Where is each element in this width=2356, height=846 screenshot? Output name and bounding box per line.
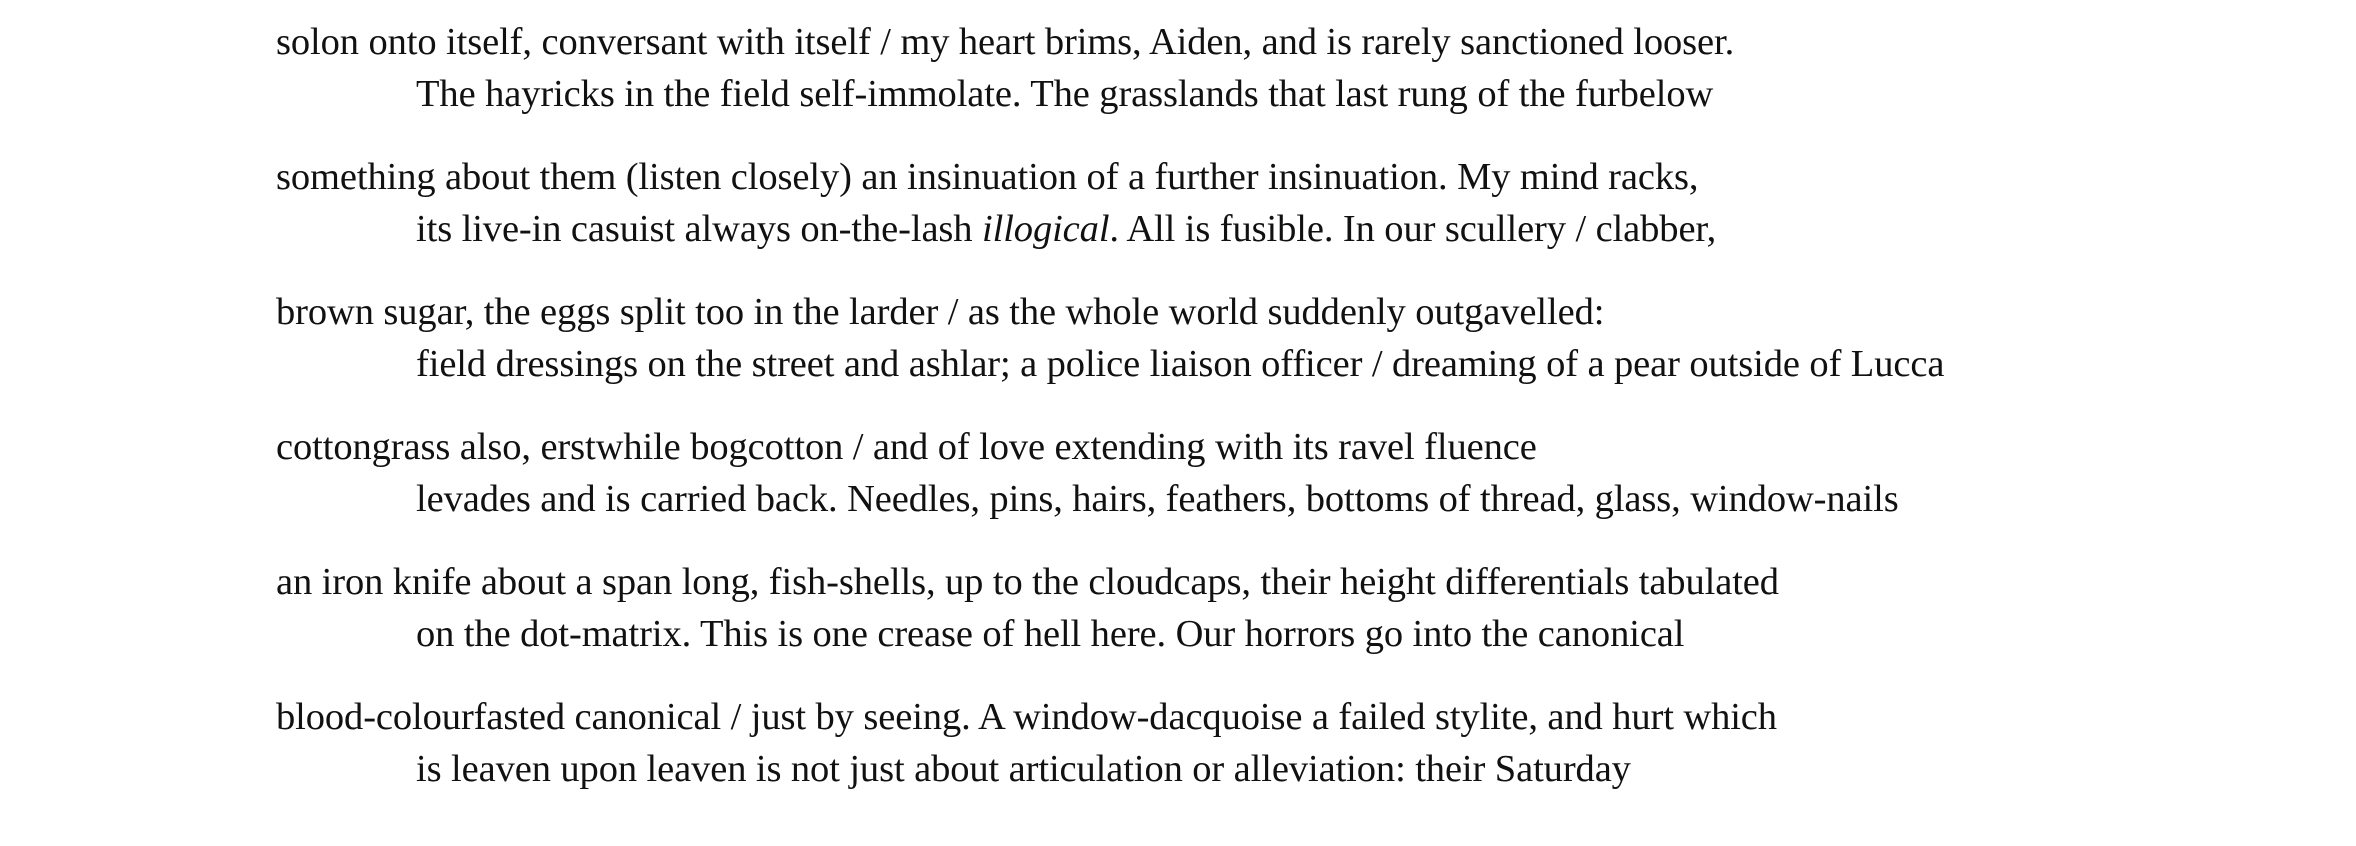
- poem-line-indented: [416, 203, 1716, 255]
- poem-line: blood-colourfasted canonical / just by seeing. A window-dacquoise a failed stylite, and hurt which: [276, 696, 1777, 738]
- poem-line-indented: The hayricks in the field self-immolate. The grasslands that last rung of the furbelow: [416, 73, 1714, 115]
- stanza-1: [276, 0, 2336, 135]
- poem-line-indented: levades and is carried back. Needles, pins, hairs, feathers, bottoms of thread, glass, window-nails: [416, 478, 1899, 520]
- stanza-5: [276, 540, 2336, 675]
- poem-line-indented: is leaven upon leaven is not just about articulation or alleviation: their Saturday: [416, 748, 1631, 790]
- line-text: . All is fusible. In our scullery / clabber,: [1109, 208, 1717, 250]
- poem-line: cottongrass also, erstwhile bogcotton / and of love extending with its ravel fluence: [276, 426, 1537, 468]
- poem-line: brown sugar, the eggs split too in the larder / as the whole world suddenly outgavelled:: [276, 291, 1605, 333]
- italic-word: illogical: [982, 208, 1110, 250]
- stanza-3: [276, 270, 2336, 405]
- poem-line: something about them (listen closely) an insinuation of a further insinuation. My mind racks,: [276, 156, 1699, 198]
- stanza-4: [276, 405, 2336, 540]
- poem-line-indented: field dressings on the street and ashlar; a police liaison officer / dreaming of a pear outside of Lucca: [416, 343, 1945, 385]
- stanza-2: [276, 135, 2336, 270]
- poem-line-indented: on the dot-matrix. This is one crease of hell here. Our horrors go into the canonical: [416, 613, 1685, 655]
- poem-line: solon onto itself, conversant with itself / my heart brims, Aiden, and is rarely sanctioned looser.: [276, 21, 1735, 63]
- line-text: its live-in casuist always on-the-lash: [416, 208, 982, 250]
- stanza-6: [276, 675, 2336, 810]
- poem-line: an iron knife about a span long, fish-shells, up to the cloudcaps, their height differentials tabulated: [276, 561, 1779, 603]
- poem-body: [276, 0, 2336, 810]
